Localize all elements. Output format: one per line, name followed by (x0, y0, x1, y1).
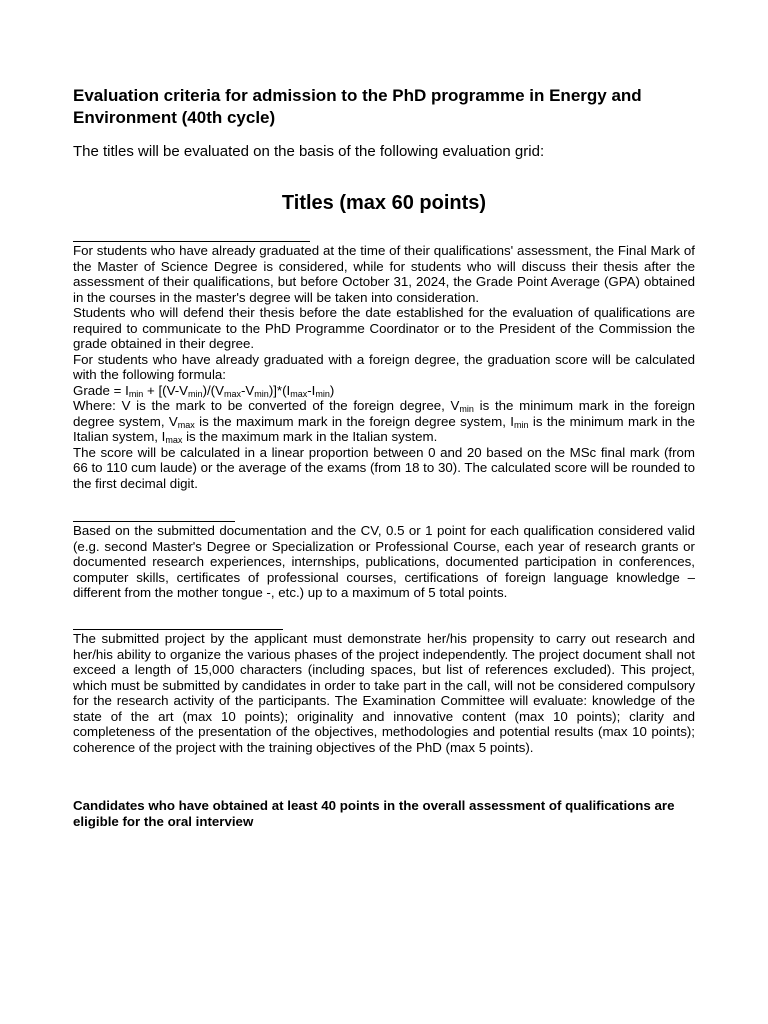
section-title: Titles (max 60 points) (281, 192, 487, 214)
formula-explanation: Where: V is the mark to be converted of the foreign degree, $V_{min}$ is the minimum mark in the foreign degree system, $V_{max}$ is the maximum mark in the foreign degree system, $I_{min}$ is the minimum mark in the Italian system, $I_{max}$ is the maximum mark in the Italian system. (73, 398, 696, 445)
qualifications-section (73, 521, 695, 601)
final-mark-section (73, 241, 695, 491)
qualifications-paragraph: Based on the submitted documentation and the CV, 0.5 or 1 point for each qualification considered valid (e.g. second Master's Degree or Specialization or Professional Course, each year of research grants or documented research experiences, internships, publications, documented participation in conferences, computer skills, certificates of professional courses, certifications of foreign language knowledge – different from the mother tongue -, etc.) up to a maximum of 5 total points. (73, 523, 695, 600)
grade-formula: Grade = $I_{min} + [(V-V_{min})/(V_{max}-V_{min})]*(I_{max}-I_{min})$ (73, 382, 335, 399)
project-section (73, 629, 695, 755)
intro-text: The titles will be evaluated on the basis of the following evaluation grid: (73, 143, 545, 160)
score-calculation-paragraph: The score will be calculated in a linear proportion between 0 and 20 based on the MSc final mark (from 66 to 110 cum laude) or the average of the exams (from 18 to 30). The calculated score will be rounded to the first decimal digit. (73, 444, 695, 491)
eligibility-note: Candidates who have obtained at least 40 points in the overall assessment of qualifications are eligible for the oral interview (73, 798, 675, 829)
project-paragraph: The submitted project by the applicant must demonstrate her/his propensity to carry out research and her/his ability to organize the various phases of the project independently. The project document shall not exceed a length of 15,000 characters (including spaces, but list of references excluded). This project, which must be submitted by candidates in order to take part in the call, will not be considered compulsory for the research activity of the participants. The Examination Committee will evaluate: knowledge of the state of the art (max 10 points); originality and innovative content (max 10 points); clarity and completeness of the presentation of the objectives, methodologies and potential results (max 10 points); coherence of the project with the training objectives of the PhD (max 5 points). (73, 631, 695, 755)
section-divider (73, 241, 310, 242)
document-heading: Evaluation criteria for admission to the PhD programme in Energy and Environment (40th cycle) (73, 86, 642, 127)
section-divider (73, 521, 235, 522)
foreign-degree-paragraph: For students who have already graduated with a foreign degree, the graduation score will be calculated with the following formula: (73, 351, 695, 382)
thesis-defense-paragraph: Students who will defend their thesis before the date established for the evaluation of qualifications are required to communicate to the PhD Programme Coordinator or to the President of the Commission the grade obtained in their degree. (73, 305, 695, 351)
final-mark-paragraph: For students who have already graduated at the time of their qualifications' assessment, the Final Mark of the Master of Science Degree is considered, while for students who will discuss their thesis after the assessment of their qualifications, but before October 31, 2024, the Grade Point Average (GPA) obtained in the courses in the master's degree will be taken into consideration. (73, 243, 695, 305)
section-divider (73, 629, 283, 630)
